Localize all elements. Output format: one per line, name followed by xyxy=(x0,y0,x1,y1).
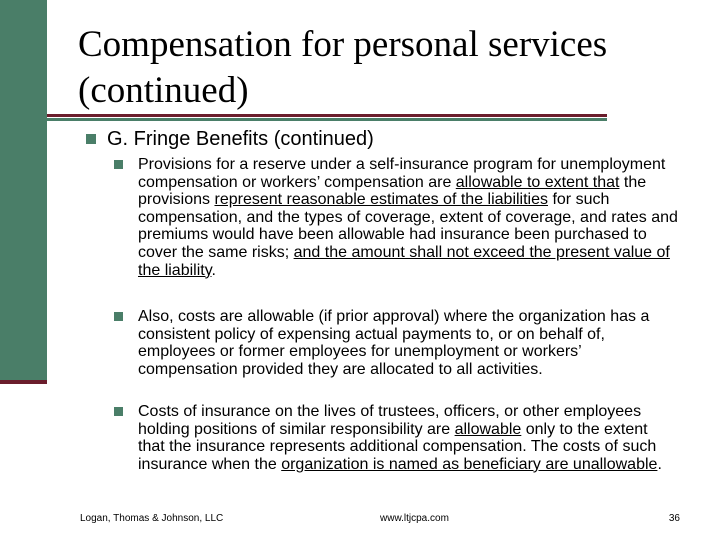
paragraph-text: for such compensation, and the types of coverage, extent of coverage, and rates and premiums would have been allowable had insurance been purchased to cover the same risks; xyxy=(138,191,678,261)
paragraph-text: . xyxy=(211,261,216,279)
bullet-square-icon xyxy=(114,312,123,321)
paragraph-text: . xyxy=(657,455,662,473)
bullet-paragraph-2 xyxy=(138,308,678,378)
bullet-paragraph-3 xyxy=(138,403,678,473)
accent-bar-edge xyxy=(0,380,47,384)
slide-title-line-2: (continued) xyxy=(78,70,249,111)
bullet-square-icon xyxy=(114,160,123,169)
page-number: 36 xyxy=(668,513,680,524)
title-rule-red xyxy=(47,114,607,117)
bullet-paragraph-1 xyxy=(138,156,678,279)
paragraph-text: only to the extent that the insurance represents additional compensation. The costs of such insurance when the xyxy=(138,420,657,473)
underlined-text: represent reasonable estimates of the liabilities xyxy=(214,191,548,209)
slide-title xyxy=(78,22,698,114)
underlined-text: organization is named as beneficiary are unallowable xyxy=(281,455,658,473)
bullet-square-icon xyxy=(114,407,123,416)
section-heading: G. Fringe Benefits (continued) xyxy=(107,128,374,150)
paragraph-text: Also, costs are allowable (if prior approval) where the organization has a consistent policy of expensing actual payments to, or on behalf of, employees or former employees for unemployment or workers’ compensation provided they are allocated to all activities. xyxy=(138,308,650,378)
accent-bar xyxy=(0,0,47,384)
footer-website: www.ltjcpa.com xyxy=(380,513,449,524)
title-rule-green xyxy=(47,118,607,121)
paragraph-text: the provisions xyxy=(138,173,647,209)
footer-firm-name: Logan, Thomas & Johnson, LLC xyxy=(80,513,224,524)
slide-title-line-1: Compensation for personal services xyxy=(78,24,608,65)
underlined-text: allowable to extent that xyxy=(455,173,620,191)
paragraph-text: Provisions for a reserve under a self-insurance program for unemployment compensation or workers’ compensation are xyxy=(138,156,666,191)
paragraph-text: Costs of insurance on the lives of trustees, officers, or other employees holding positions of similar responsibility are xyxy=(138,403,642,438)
bullet-square-icon xyxy=(86,134,96,144)
underlined-text: and the amount shall not exceed the present value of the liability xyxy=(138,243,670,279)
underlined-text: allowable xyxy=(454,420,522,438)
